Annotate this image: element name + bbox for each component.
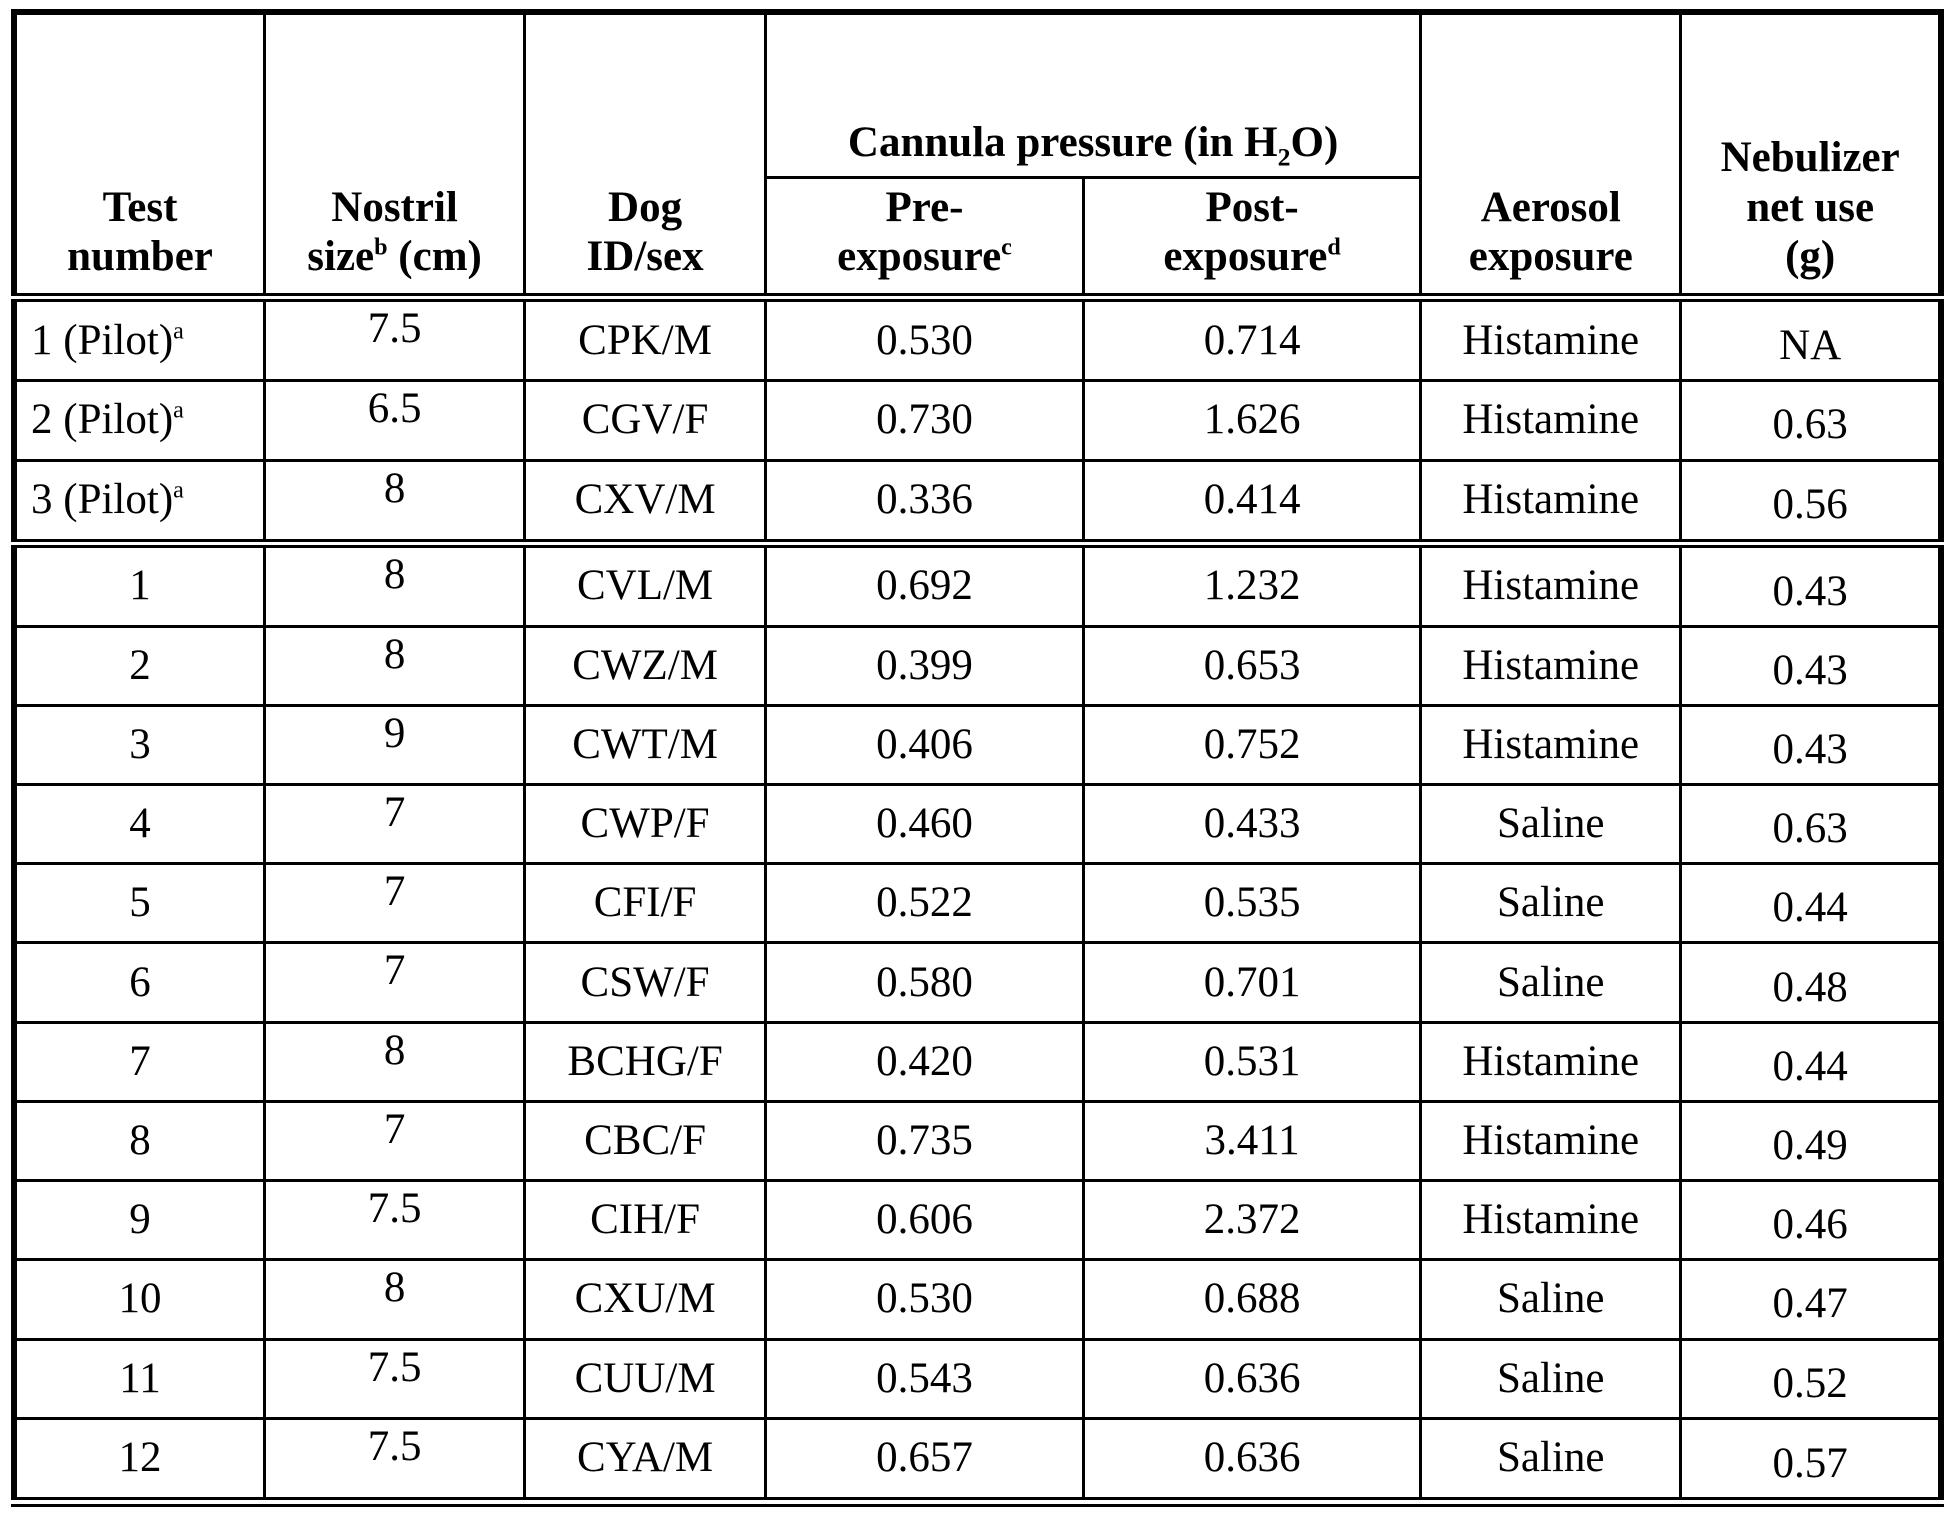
cell-dog-id-sex: CWT/M bbox=[525, 705, 766, 784]
cell-pre-exposure: 0.580 bbox=[766, 943, 1084, 1022]
header-test-number: Test number bbox=[14, 12, 265, 298]
header-nostril-line1: Nostril bbox=[331, 183, 458, 231]
cell-post-exposure: 0.653 bbox=[1083, 626, 1420, 705]
cell-dog-id-sex: CVL/M bbox=[525, 543, 766, 626]
cell-nebulizer-net-use: 0.56 bbox=[1681, 460, 1941, 543]
table-row bbox=[14, 1181, 1941, 1260]
cell-aerosol-exposure: Histamine bbox=[1421, 626, 1681, 705]
cell-dog-id-sex: CYA/M bbox=[525, 1418, 766, 1502]
cell-pre-exposure: 0.692 bbox=[766, 543, 1084, 626]
cell-post-exposure: 1.626 bbox=[1083, 381, 1420, 460]
cell-test-number: 1 (Pilot)$^a$ bbox=[14, 298, 265, 381]
header-pre-word: exposure bbox=[837, 232, 1002, 280]
cell-nostril-size: 9 bbox=[265, 705, 525, 784]
cell-pre-exposure: 0.522 bbox=[766, 864, 1084, 943]
cell-pre-exposure: 0.460 bbox=[766, 785, 1084, 864]
cell-test-number: 4 bbox=[14, 785, 265, 864]
cell-post-exposure: 1.232 bbox=[1083, 543, 1420, 626]
table-row bbox=[14, 705, 1941, 784]
cell-nostril-size: 8 bbox=[265, 626, 525, 705]
cell-dog-id-sex: CSW/F bbox=[525, 943, 766, 1022]
cell-nostril-size: 8 bbox=[265, 460, 525, 543]
cell-aerosol-exposure: Histamine bbox=[1421, 381, 1681, 460]
cell-post-exposure: 2.372 bbox=[1083, 1181, 1420, 1260]
cell-post-exposure: 0.636 bbox=[1083, 1418, 1420, 1502]
cell-nebulizer-net-use: 0.43 bbox=[1681, 626, 1941, 705]
table-row bbox=[14, 1260, 1941, 1339]
cell-dog-id-sex: BCHG/F bbox=[525, 1022, 766, 1101]
cell-aerosol-exposure: Histamine bbox=[1421, 543, 1681, 626]
cell-nostril-size: 7 bbox=[265, 864, 525, 943]
cell-aerosol-exposure: Saline bbox=[1421, 943, 1681, 1022]
cell-post-exposure: 0.433 bbox=[1083, 785, 1420, 864]
table-row bbox=[14, 1101, 1941, 1180]
footnote-marker-a: a bbox=[173, 398, 184, 425]
cell-nebulizer-net-use: 0.63 bbox=[1681, 381, 1941, 460]
cell-test-number: 11 bbox=[14, 1339, 265, 1418]
cell-test-number: 5 bbox=[14, 864, 265, 943]
cell-nostril-size: 8 bbox=[265, 543, 525, 626]
header-pre-line2 bbox=[773, 232, 1076, 281]
cell-dog-id-sex: CBC/F bbox=[525, 1101, 766, 1180]
cell-test-number: 2 (Pilot)$^a$ bbox=[14, 381, 265, 460]
cell-nebulizer-net-use: NA bbox=[1681, 298, 1941, 381]
cell-nebulizer-net-use: 0.47 bbox=[1681, 1260, 1941, 1339]
cell-dog-id-sex: CIH/F bbox=[525, 1181, 766, 1260]
table-row bbox=[14, 298, 1941, 381]
cell-test-number: 7 bbox=[14, 1022, 265, 1101]
cell-post-exposure: 3.411 bbox=[1083, 1101, 1420, 1180]
footnote-marker-c: c bbox=[1001, 234, 1012, 261]
cell-post-exposure: 0.535 bbox=[1083, 864, 1420, 943]
cell-post-exposure: 0.414 bbox=[1083, 460, 1420, 543]
h2o-subscript: 2 bbox=[1277, 142, 1291, 172]
cell-test-number: 3 bbox=[14, 705, 265, 784]
cell-pre-exposure: 0.735 bbox=[766, 1101, 1084, 1180]
cell-test-number: 9 bbox=[14, 1181, 265, 1260]
cell-post-exposure: 0.688 bbox=[1083, 1260, 1420, 1339]
cell-aerosol-exposure: Saline bbox=[1421, 785, 1681, 864]
footnote-marker-a: a bbox=[173, 318, 184, 345]
table-row bbox=[14, 543, 1941, 626]
table-row bbox=[14, 943, 1941, 1022]
header-nostril-line2 bbox=[272, 232, 517, 281]
cell-test-number: 3 (Pilot)$^a$ bbox=[14, 460, 265, 543]
header-pre-exposure bbox=[766, 177, 1084, 298]
table-row bbox=[14, 785, 1941, 864]
header-post-line2 bbox=[1091, 232, 1413, 281]
cell-nebulizer-net-use: 0.63 bbox=[1681, 785, 1941, 864]
cell-test-number: 2 bbox=[14, 626, 265, 705]
cell-nostril-size: 7 bbox=[265, 1101, 525, 1180]
cell-test-number: 10 bbox=[14, 1260, 265, 1339]
cell-nostril-size: 7.5 bbox=[265, 1418, 525, 1502]
header-nebulizer-net-use: Nebulizer net use (g) bbox=[1681, 12, 1941, 298]
cell-nebulizer-net-use: 0.57 bbox=[1681, 1418, 1941, 1502]
cell-nebulizer-net-use: 0.44 bbox=[1681, 864, 1941, 943]
header-nostril-word: size bbox=[307, 232, 375, 280]
cell-nostril-size: 7.5 bbox=[265, 1339, 525, 1418]
header-aerosol-exposure: Aerosol exposure bbox=[1421, 12, 1681, 298]
table-row bbox=[14, 1418, 1941, 1502]
cell-pre-exposure: 0.399 bbox=[766, 626, 1084, 705]
cell-dog-id-sex: CXV/M bbox=[525, 460, 766, 543]
cell-aerosol-exposure: Histamine bbox=[1421, 298, 1681, 381]
cell-pre-exposure: 0.530 bbox=[766, 1260, 1084, 1339]
cell-aerosol-exposure: Histamine bbox=[1421, 1101, 1681, 1180]
data-table bbox=[11, 9, 1944, 1507]
cell-pre-exposure: 0.606 bbox=[766, 1181, 1084, 1260]
header-pre-line1: Pre- bbox=[885, 183, 964, 231]
header-post-exposure bbox=[1083, 177, 1420, 298]
cell-pre-exposure: 0.530 bbox=[766, 298, 1084, 381]
cell-nostril-size: 8 bbox=[265, 1260, 525, 1339]
cell-nostril-size: 8 bbox=[265, 1022, 525, 1101]
table-row bbox=[14, 1022, 1941, 1101]
footnote-marker-b: b bbox=[374, 234, 388, 261]
cell-post-exposure: 0.636 bbox=[1083, 1339, 1420, 1418]
cell-test-number: 1 bbox=[14, 543, 265, 626]
table-header bbox=[14, 12, 1941, 298]
cell-pre-exposure: 0.336 bbox=[766, 460, 1084, 543]
cell-aerosol-exposure: Histamine bbox=[1421, 705, 1681, 784]
cell-nostril-size: 6.5 bbox=[265, 381, 525, 460]
cell-nostril-size: 7.5 bbox=[265, 298, 525, 381]
table-row bbox=[14, 1339, 1941, 1418]
table-row bbox=[14, 626, 1941, 705]
cell-dog-id-sex: CGV/F bbox=[525, 381, 766, 460]
cell-post-exposure: 0.714 bbox=[1083, 298, 1420, 381]
header-dog-id-sex: Dog ID/sex bbox=[525, 12, 766, 298]
cell-aerosol-exposure: Saline bbox=[1421, 1339, 1681, 1418]
table-row bbox=[14, 864, 1941, 943]
table-row bbox=[14, 381, 1941, 460]
cell-nostril-size: 7 bbox=[265, 785, 525, 864]
cell-dog-id-sex: CXU/M bbox=[525, 1260, 766, 1339]
cell-pre-exposure: 0.420 bbox=[766, 1022, 1084, 1101]
cell-dog-id-sex: CWP/F bbox=[525, 785, 766, 864]
cell-dog-id-sex: CWZ/M bbox=[525, 626, 766, 705]
cell-aerosol-exposure: Histamine bbox=[1421, 1181, 1681, 1260]
header-cannula-rest: O) bbox=[1290, 119, 1339, 167]
header-nostril-unit: (cm) bbox=[387, 232, 482, 280]
cell-nebulizer-net-use: 0.52 bbox=[1681, 1339, 1941, 1418]
header-nostril-size bbox=[265, 12, 525, 298]
cell-aerosol-exposure: Saline bbox=[1421, 864, 1681, 943]
cell-post-exposure: 0.531 bbox=[1083, 1022, 1420, 1101]
cell-nebulizer-net-use: 0.49 bbox=[1681, 1101, 1941, 1180]
cell-dog-id-sex: CPK/M bbox=[525, 298, 766, 381]
cell-aerosol-exposure: Saline bbox=[1421, 1260, 1681, 1339]
cell-dog-id-sex: CFI/F bbox=[525, 864, 766, 943]
cell-nebulizer-net-use: 0.44 bbox=[1681, 1022, 1941, 1101]
header-cannula-pressure bbox=[766, 12, 1421, 177]
cell-pre-exposure: 0.406 bbox=[766, 705, 1084, 784]
header-cannula-text: Cannula pressure (in H bbox=[847, 119, 1278, 167]
cell-test-number: 6 bbox=[14, 943, 265, 1022]
cell-pre-exposure: 0.543 bbox=[766, 1339, 1084, 1418]
cell-aerosol-exposure: Histamine bbox=[1421, 460, 1681, 543]
cell-post-exposure: 0.701 bbox=[1083, 943, 1420, 1022]
cell-nostril-size: 7 bbox=[265, 943, 525, 1022]
cell-nebulizer-net-use: 0.48 bbox=[1681, 943, 1941, 1022]
cell-post-exposure: 0.752 bbox=[1083, 705, 1420, 784]
footnote-marker-a: a bbox=[173, 477, 184, 504]
table-body bbox=[14, 298, 1941, 1502]
cell-nebulizer-net-use: 0.43 bbox=[1681, 543, 1941, 626]
cell-pre-exposure: 0.730 bbox=[766, 381, 1084, 460]
header-row-main bbox=[14, 12, 1941, 177]
header-post-word: exposure bbox=[1163, 232, 1328, 280]
footnote-marker-d: d bbox=[1327, 234, 1341, 261]
cell-dog-id-sex: CUU/M bbox=[525, 1339, 766, 1418]
table-row bbox=[14, 460, 1941, 543]
header-post-line1: Post- bbox=[1205, 183, 1299, 231]
cell-pre-exposure: 0.657 bbox=[766, 1418, 1084, 1502]
cell-test-number: 12 bbox=[14, 1418, 265, 1502]
cell-nostril-size: 7.5 bbox=[265, 1181, 525, 1260]
cell-nebulizer-net-use: 0.46 bbox=[1681, 1181, 1941, 1260]
cell-nebulizer-net-use: 0.43 bbox=[1681, 705, 1941, 784]
cell-aerosol-exposure: Histamine bbox=[1421, 1022, 1681, 1101]
cell-test-number: 8 bbox=[14, 1101, 265, 1180]
cell-aerosol-exposure: Saline bbox=[1421, 1418, 1681, 1502]
